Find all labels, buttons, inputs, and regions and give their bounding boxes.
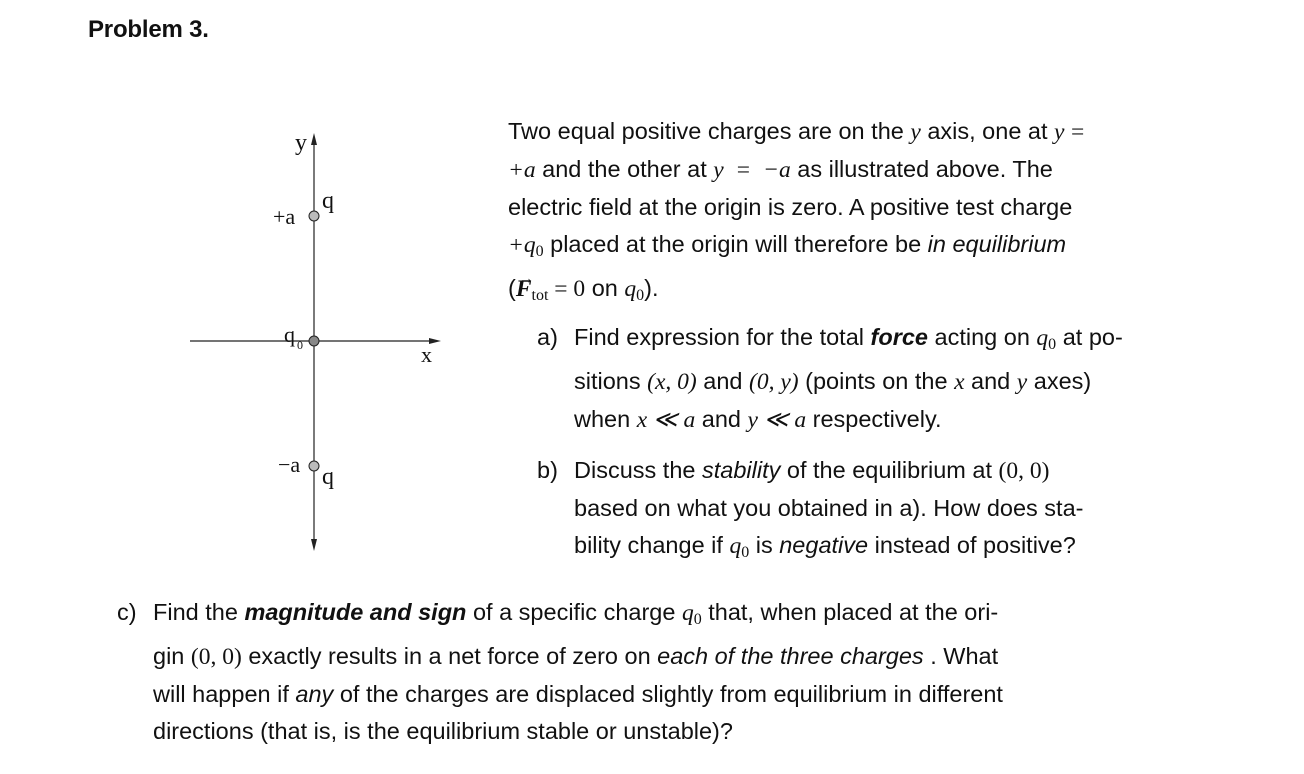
text: Find expression for the total [574,324,871,350]
text: ). [644,275,659,301]
part-c-paragraph [153,594,1154,750]
origin-charge-label: q [284,322,295,347]
text: sitions [574,368,648,394]
strong-emphasis: force [870,324,928,350]
minus-a-label: −a [278,452,301,477]
text: when [574,406,637,432]
math: (0, 0) [998,458,1050,484]
intro-line [508,189,1190,226]
math-subscript: 0 [741,544,750,561]
math: = [736,157,751,183]
text: ( [508,275,516,301]
math: x ≪ a [636,407,696,433]
y-axis-arrow-up [311,133,317,145]
math-subscript: 0 [693,611,702,628]
text: based on what you obtained in a). How does sta- [574,495,1084,521]
text: is [749,532,780,558]
math: (0, y) [749,369,799,395]
emphasis: stability [702,457,781,483]
text: electric field at the origin is zero. A positive test charge [508,194,1073,220]
text: Two equal positive charges are on the [508,118,911,144]
math: y [1054,119,1065,145]
y-axis-label: y [295,130,307,156]
emphasis: each of the three charges [657,643,924,669]
charge-top-marker [309,211,319,221]
math: = 0 [548,276,586,302]
origin-charge-marker [309,336,319,346]
text: and [964,368,1017,394]
part-b-line [574,452,1190,490]
text: axes) [1033,368,1092,394]
part-b-paragraph [574,452,1190,571]
part-c-line [153,638,1154,676]
y-axis-arrow-down [311,539,317,551]
text: at po- [1062,324,1123,350]
strong-emphasis: magnitude and sign [244,599,467,625]
emphasis: any [295,681,334,707]
charge-diagram [0,0,470,570]
text: on [585,275,625,301]
part-c-label: c) [117,599,137,625]
text: respectively. [806,406,942,432]
part-a-label: a) [537,324,558,350]
intro-line [508,226,1190,270]
text: of a specific charge [466,599,682,625]
math: y [713,157,724,183]
math: q [624,276,637,302]
text: as illustrated above. The [797,156,1053,182]
charge-bottom-marker [309,461,319,471]
charge-bottom-label: q [322,464,334,490]
part-a-paragraph [574,319,1190,439]
plus-a-label: +a [273,204,296,229]
charge-top-label: q [322,188,334,214]
text: . What [930,643,999,669]
part-a-line [574,401,1190,439]
text: Find the [153,599,245,625]
intro-line [508,113,1190,151]
x-axis-label: x [421,342,432,367]
emphasis: in equilibrium [927,231,1067,257]
intro-line [508,151,1190,189]
force-vector: → F [516,276,532,302]
intro-paragraph [508,113,1190,314]
math: y ≪ a [747,407,807,433]
math: y [910,119,921,145]
part-a-line [574,319,1190,363]
part-c-line [153,676,1154,713]
math: +q [508,232,536,258]
intro-line [508,270,1190,314]
emphasis: negative [779,532,869,558]
text: Discuss the [574,457,702,483]
math-subscript: 0 [535,243,544,260]
part-c-line [153,713,1154,750]
text: acting on [927,324,1037,350]
math: −a [763,157,791,183]
math-subscript: tot [531,287,549,304]
math: x [954,369,965,395]
text: will happen if [153,681,296,707]
part-a-line [574,363,1190,401]
math: = [1071,119,1085,145]
text: of the charges are displaced slightly from equilibrium in different [339,681,1003,707]
math-subscript: 0 [1048,336,1057,353]
math: y [1016,369,1028,395]
text: placed at the origin will therefore be [543,231,928,257]
text: directions (that is, is the equilibrium stable or unstable)? [153,718,733,744]
math: (0, 0) [190,644,242,670]
text: bility change if [574,532,730,558]
part-b-label: b) [537,457,558,483]
text: and the other at [535,156,714,182]
part-b-line [574,527,1190,571]
math: (x, 0) [647,369,697,395]
part-b-line [574,490,1190,527]
text: that, when placed at the ori- [708,599,999,625]
math: +a [508,157,536,183]
part-c-line [153,594,1154,638]
math: q [1036,325,1049,351]
text: (points on the [798,368,955,394]
text: gin [153,643,191,669]
math-subscript: 0 [636,287,645,304]
text: instead of positive? [868,532,1076,558]
text: and [696,368,750,394]
text: of the equilibrium at [780,457,999,483]
problem-title: Problem 3. [88,16,209,43]
math: q [681,600,694,626]
math: q [729,533,742,559]
text: axis, one at [920,118,1055,144]
text: exactly results in a net force of zero on [241,643,658,669]
text: and [695,406,748,432]
origin-charge-subscript: 0 [297,338,303,352]
